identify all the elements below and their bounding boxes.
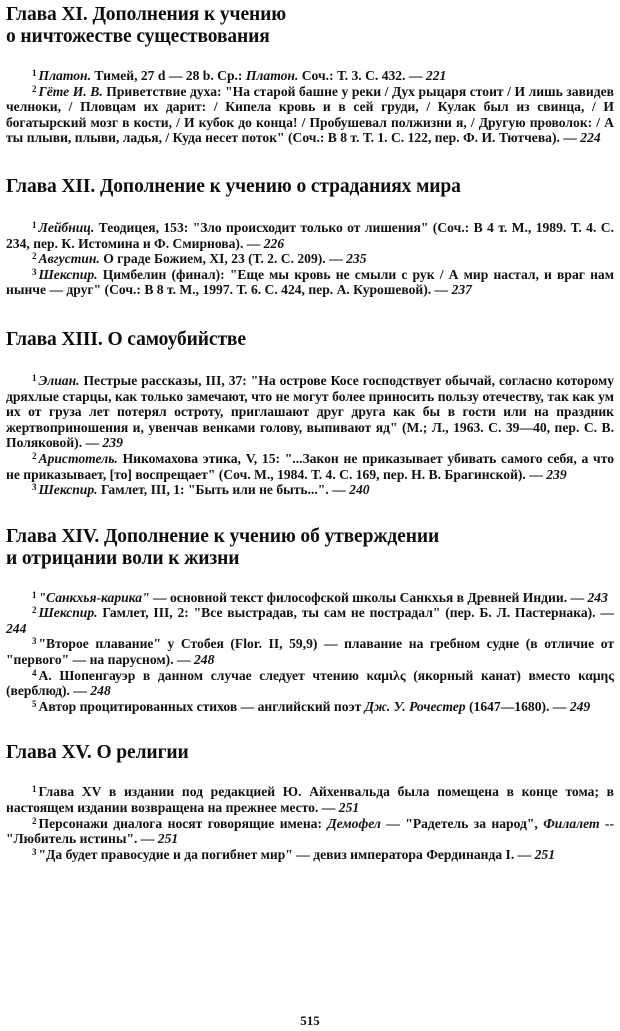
note-number: 2: [32, 251, 37, 262]
endnote: [6, 590, 614, 606]
endnote: [6, 251, 614, 267]
chapter-14: [6, 526, 614, 715]
heading-line: Глава XV. О религии: [6, 742, 189, 764]
chapter-13: [6, 329, 614, 498]
endnote: [6, 68, 614, 84]
note-author: Платон.: [245, 68, 299, 83]
heading-line: Глава XII. Дополнение к учению о страданиях мира: [6, 175, 461, 197]
endnote: [6, 482, 614, 498]
note-page-ref: 235: [346, 251, 367, 267]
note-text: Тимей, 27 d — 28 b. Ср.:: [90, 68, 246, 83]
note-text: Приветствие духа: "На старой башне у реки / Дух рыцаря стоит / И лишь завидев челноки, / Пловцам их дарит: / Кипела кровь и в сей груди, / Кулак был из свинца, / И богатырский мозг в кости, / И кубок до конца! / Пробушевал полжизни я, / Другую проволок: / А ты плыви, плыви, ладья, / Куда несет поток" (Соч.: В 8 т. Т. 1. С. 122, пер. Ф. И. Тютчева). —: [6, 83, 614, 146]
heading-line: Глава XI. Дополнения к учению: [6, 4, 287, 25]
note-author: Филалет: [543, 815, 600, 831]
note-page-ref: 239: [546, 466, 567, 482]
note-page-ref: 251: [534, 846, 555, 862]
endnotes: [6, 68, 614, 146]
endnote: [6, 267, 614, 298]
note-author: Августин.: [38, 251, 100, 267]
endnote: [6, 373, 614, 451]
note-number: 2: [32, 450, 37, 461]
note-text: Цимбелин (финал): "Еще мы кровь не смыли с рук / А мир настал, и враг нам нынче — друг" (Соч.: В 8 т. М., 1997. Т. 6. С. 424, пер. А. Курошевой). —: [6, 266, 614, 298]
endnotes: [6, 590, 614, 715]
note-author: Демофел: [327, 815, 381, 831]
note-author: "Санкхья-карика": [38, 589, 150, 605]
note-number: 5: [32, 698, 37, 709]
note-author: Лейбниц.: [38, 219, 95, 235]
endnote: [6, 699, 614, 715]
endnote: [6, 668, 614, 699]
endnotes: [6, 784, 614, 862]
endnote: [6, 847, 614, 863]
note-page-ref: 251: [157, 831, 179, 847]
note-author: Аристотель.: [38, 450, 118, 466]
note-text: "Второе плавание" у Стобея (Flor. II, 59,9) — плавание на гребном судне (в отличие от "первого" — на парусном). —: [6, 636, 614, 668]
note-text: О граде Божием, XI, 23 (Т. 2. С. 209). —: [99, 251, 347, 267]
endnotes: [6, 373, 614, 498]
endnote: [6, 220, 614, 251]
note-page-ref: 251: [338, 800, 360, 816]
note-number: 2: [32, 815, 37, 826]
note-page-ref: 239: [102, 435, 123, 451]
note-page-ref: 244: [6, 620, 27, 636]
note-text: — "Радетель за народ",: [380, 815, 544, 831]
note-page-ref: 248: [90, 683, 111, 699]
note-number: 3: [32, 846, 37, 857]
note-page-ref: 249: [569, 698, 591, 714]
note-text: Персонажи диалога носят говорящие имена:: [38, 815, 328, 831]
note-text: -- "Любитель истины". —: [6, 815, 614, 847]
heading-line: о ничтожестве существования: [6, 26, 270, 47]
document-page: [6, 4, 614, 1028]
note-author: Элиан.: [38, 372, 80, 388]
note-number: 2: [32, 605, 37, 616]
chapter-15: [6, 742, 614, 862]
note-text: Никомахова этика, V, 15: "...Закон не приказывает убивать самого себя, а что не приказывает, [то] воспрещает" (Соч. М., 1984. Т. 4. С. 169, пер. Н. В. Брагинской). —: [6, 450, 614, 482]
chapter-heading: [6, 176, 614, 198]
note-page-ref: 224: [580, 130, 601, 146]
note-page-ref: 221: [425, 68, 447, 83]
note-text: Гамлет, III, 2: "Все выстрадав, ты сам не пострадал" (пер. Б. Л. Пастернака). —: [97, 605, 614, 621]
chapter-heading: [6, 4, 614, 48]
note-page-ref: 240: [349, 482, 370, 498]
note-author: Платон.: [38, 68, 91, 83]
note-page-ref: 237: [451, 282, 472, 298]
note-author: Гёте И. В.: [38, 83, 103, 99]
note-number: 1: [32, 372, 37, 383]
chapter-heading: [6, 526, 614, 570]
heading-line: Глава XIV. Дополнение к учению об утверждении: [6, 525, 440, 547]
note-text: Теодицея, 153: "Зло происходит только от лишения" (Соч.: В 4 т. М., 1989. Т. 4. С. 234, пер. К. Истомина и Ф. Смирнова). —: [6, 219, 614, 251]
heading-line: и отрицании воли к жизни: [6, 547, 240, 569]
note-page-ref: 226: [263, 235, 285, 251]
note-author: Шекспир.: [38, 266, 98, 282]
note-text: Автор процитированных стихов — английский поэт: [38, 698, 365, 714]
note-text: А. Шопенгауэр в данном случае следует чтению καμιλς (якорный канат) вместо καμης (верблюд). —: [6, 667, 614, 699]
note-number: 4: [32, 667, 37, 678]
note-author: Шекспир.: [38, 482, 98, 498]
note-text: Гамлет, III, 1: "Быть или не быть...". —: [97, 482, 350, 498]
note-number: 1: [32, 219, 37, 230]
note-number: 2: [32, 83, 37, 94]
note-text: Глава XV в издании под редакцией Ю. Айхенвальда была помещена в конце тома; в настоящем издании возвращена на прежнее место. —: [6, 784, 614, 816]
chapter-12: [6, 176, 614, 298]
note-author: Шекспир.: [38, 605, 98, 621]
heading-line: Глава XIII. О самоубийстве: [6, 328, 246, 350]
chapter-heading: [6, 742, 614, 764]
note-number: 1: [32, 784, 37, 795]
endnote: [6, 636, 614, 667]
note-text: Пестрые рассказы, III, 37: "На острове Косе господствует обычай, согласно которому дряхлые старцы, как только замечают, что не могут более приносить пользу отечеству, так как ум их от груза лет потерял остроту, приглашают друг друга как бы в гости или на праздник жертвоприношения и, увенчав венками голову, выпивают яд" (М.; Л., 1963. С. 39—40, пер. С. В. Поляковой). —: [6, 372, 614, 451]
endnote: [6, 451, 614, 482]
note-text: Соч.: Т. 3. С. 432. —: [298, 68, 426, 83]
note-page-ref: 243: [587, 589, 608, 605]
note-number: 1: [32, 589, 37, 600]
endnote: [6, 816, 614, 847]
chapter-heading: [6, 329, 614, 351]
page-number: 515: [300, 1013, 320, 1028]
note-number: 3: [32, 636, 37, 647]
chapter-11: [6, 4, 614, 146]
note-text: — основной текст философской школы Санкхья в Древней Индии. —: [149, 589, 588, 605]
note-number: 3: [32, 482, 37, 493]
endnote: [6, 784, 614, 815]
note-text: "Да будет правосудие и да погибнет мир" — девиз императора Фердинанда I. —: [38, 846, 535, 862]
endnote: [6, 84, 614, 146]
note-author: Дж. У. Рочестер: [364, 698, 466, 714]
endnote: [6, 605, 614, 636]
note-page-ref: 248: [193, 652, 215, 668]
note-number: 3: [32, 266, 37, 277]
note-number: 1: [32, 68, 37, 78]
note-text: (1647—1680). —: [465, 698, 570, 714]
endnotes: [6, 220, 614, 298]
